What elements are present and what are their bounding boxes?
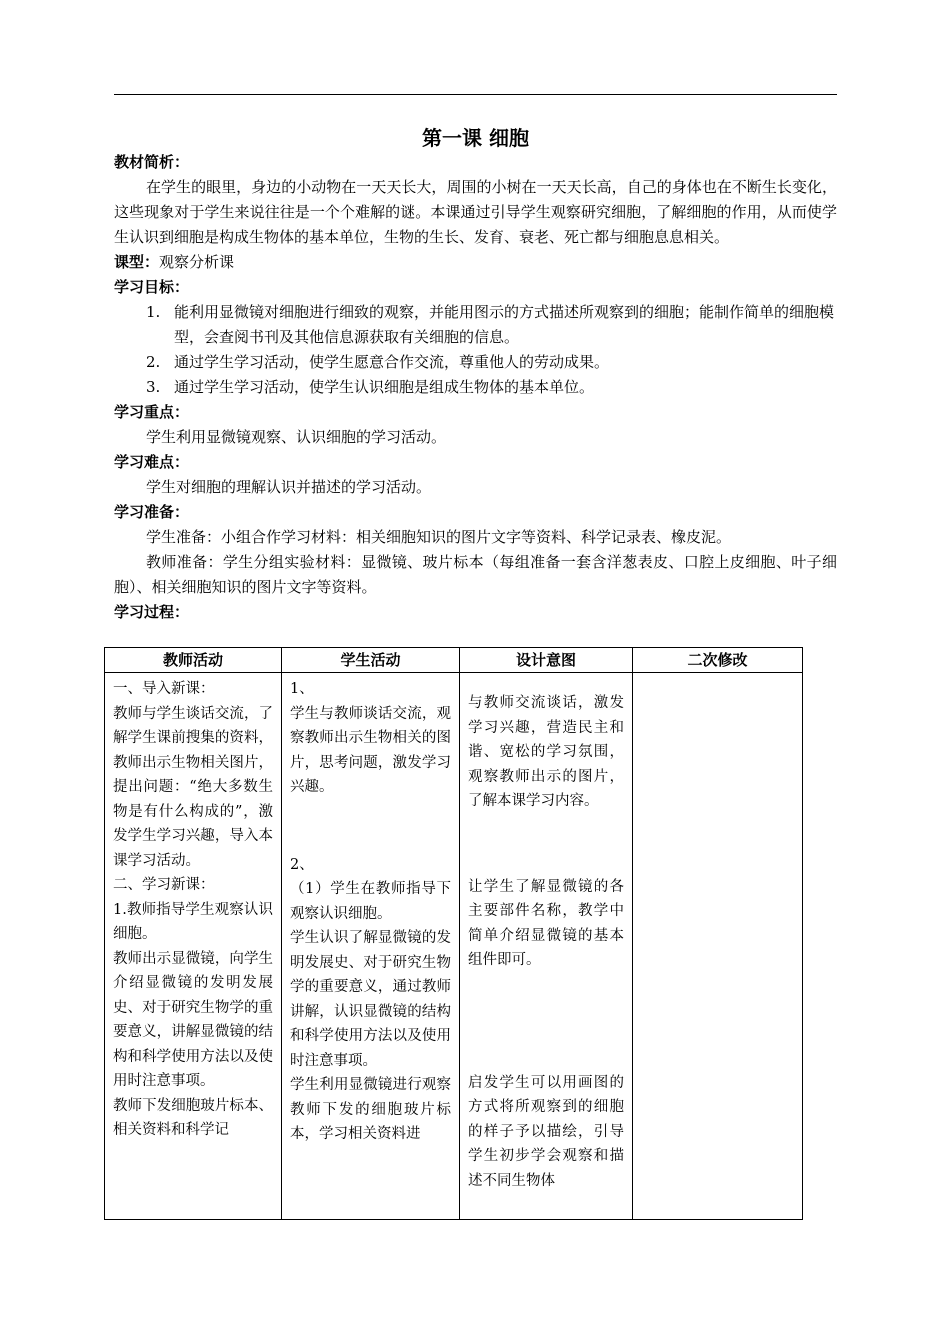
student-activity-step-2: 2、 （1）学生在教师指导下观察认识细胞。 学生认识了解显微镜的发明发展史、对于研究生物学的重要意义，通过教师讲解，认识显微镜的结构和科学使用方法以及使用时注意事项。 学生利用显微镜进行观察教师下发的细胞玻片标本，学习相关资料进 bbox=[290, 856, 451, 1142]
column-header: 二次修改 bbox=[633, 648, 803, 673]
lesson-type-label: 课型： bbox=[114, 253, 160, 271]
difficulty-text: 学生对细胞的理解认识并描述的学习活动。 bbox=[146, 478, 432, 496]
goal-text: 通过学生学习活动，使学生认识细胞是组成生物体的基本单位。 bbox=[174, 378, 595, 396]
design-intent-2: 让学生了解显微镜的各主要部件名称，教学中简单介绍显微镜的基本组件即可。 bbox=[468, 878, 624, 968]
intro-paragraph: 在学生的眼里，身边的小动物在一天天长大，周围的小树在一天天长高，自己的身体也在不断生长变化，这些现象对于学生来说往往是一个个难解的谜。本课通过引导学生观察研究细胞，了解细胞的作用，从而使学生认识到细胞是构成生物体的基本单位，生物的生长、发育、衰老、死亡都与细胞息息相关。 bbox=[114, 178, 837, 246]
column-header: 教师活动 bbox=[105, 648, 282, 673]
column-header: 设计意图 bbox=[460, 648, 633, 673]
design-intent-1: 与教师交流谈话，激发学习兴趣，营造民主和谐、宽松的学习氛围，观察教师出示的图片，了解本课学习内容。 bbox=[468, 695, 624, 809]
header-rule bbox=[114, 94, 837, 95]
goals-heading: 学习目标： bbox=[114, 278, 190, 296]
goal-item bbox=[114, 375, 837, 400]
lesson-type-line bbox=[114, 250, 837, 275]
focus-text: 学生利用显微镜观察、认识细胞的学习活动。 bbox=[146, 428, 447, 446]
prep-student: 学生准备：小组合作学习材料：相关细胞知识的图片文字等资料、科学记录表、橡皮泥。 bbox=[146, 528, 732, 546]
goal-text: 通过学生学习活动，使学生愿意合作交流，尊重他人的劳动成果。 bbox=[174, 353, 610, 371]
focus-heading: 学习重点： bbox=[114, 403, 190, 421]
goal-text: 能利用显微镜对细胞进行细致的观察，并能用图示的方式描述所观察到的细胞；能制作简单的细胞模型，会查阅书刊及其他信息源获取有关细胞的信息。 bbox=[174, 303, 835, 346]
intro-heading: 教材简析： bbox=[114, 153, 190, 171]
column-header: 学生活动 bbox=[282, 648, 460, 673]
lesson-type-value: 观察分析课 bbox=[159, 253, 235, 271]
goal-item bbox=[114, 350, 837, 375]
prep-teacher: 教师准备：学生分组实验材料：显微镜、玻片标本（每组准备一套含洋葱表皮、口腔上皮细胞、叶子细胞）、相关细胞知识的图片文字等资料。 bbox=[114, 553, 837, 596]
goal-number: 2. bbox=[146, 353, 161, 371]
process-table bbox=[104, 647, 803, 1220]
table-header-row bbox=[105, 648, 803, 673]
goal-item bbox=[114, 300, 837, 350]
page-title: 第一课 细胞 bbox=[422, 126, 529, 150]
student-activity-cell bbox=[282, 673, 460, 1220]
prep-heading: 学习准备： bbox=[114, 503, 190, 521]
student-activity-step-1: 1、 学生与教师谈话交流，观察教师出示生物相关的图片，思考问题，激发学习兴趣。 bbox=[290, 681, 451, 795]
difficulty-heading: 学习难点： bbox=[114, 453, 190, 471]
table-row bbox=[105, 673, 803, 1220]
revision-cell bbox=[633, 673, 803, 1220]
teacher-activity-cell bbox=[105, 673, 282, 1220]
goals-list bbox=[114, 300, 837, 400]
process-heading: 学习过程： bbox=[114, 603, 190, 621]
teacher-activity-text: 一、导入新课： 教师与学生谈话交流，了解学生课前搜集的资料，教师出示生物相关图片，提出问题：“绝大多数生物是有什么构成的”，激发学生学习兴趣，导入本课学习活动。 二、学习新课： 1.教师指导学生观察认识细胞。 教师出示显微镜，向学生介绍显微镜的发明发展史、对于研究生物学的重要意义，讲解显微镜的结构和科学使用方法以及使用时注意事项。 教师下发细胞玻片标本、相关资料和科学记 bbox=[113, 681, 273, 1138]
document-body bbox=[114, 150, 837, 625]
goal-number: 3. bbox=[146, 378, 161, 396]
design-intent-3: 启发学生可以用画图的方式将所观察到的细胞的样子予以描绘，引导学生初步学会观察和描述不同生物体 bbox=[468, 1074, 624, 1189]
design-intent-cell bbox=[460, 673, 633, 1220]
goal-number: 1. bbox=[146, 303, 161, 321]
